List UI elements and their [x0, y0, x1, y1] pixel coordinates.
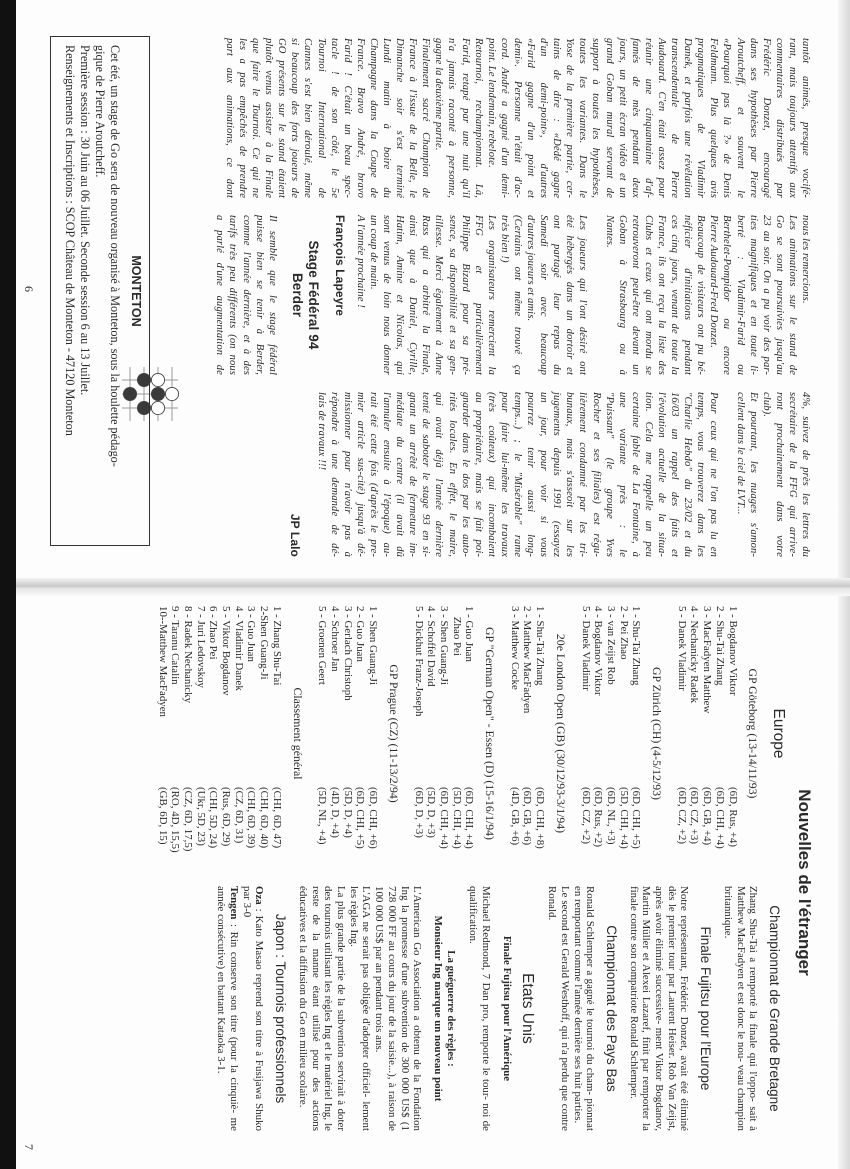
text-line: n'a jamais raconté à personne, [446, 38, 458, 198]
player-info: (CZ, 6D, 31) [232, 787, 245, 844]
text-line: Yose de la première partie, cer- [564, 38, 576, 198]
stage-title-line: Berder [289, 272, 305, 318]
text-line: gnant un arrêté de fermeture im- [407, 392, 419, 557]
player-name: 9 - Taranu Catalin [169, 606, 182, 685]
player-info: (GB, 6D, 15) [156, 787, 169, 845]
text-line: Retournoi, rechampionnat. Là, [472, 38, 484, 198]
result-row [169, 606, 182, 861]
monteton-line: Première session : 30 Juin au 06 Juillet. Seconde session 6 au 13 Juillet. [78, 45, 92, 396]
paragraph [215, 886, 240, 1131]
text-line: jugements depuis 1991 (essayez [551, 392, 563, 557]
text-line: France, ils ont reçu la liste des [655, 215, 667, 375]
monteton-title: MONTETON [129, 255, 143, 327]
text-line: FFG et particulièrement [472, 215, 484, 375]
text-line: nous les remercions. [800, 215, 811, 304]
result-row [700, 606, 713, 861]
text-line: Samedi soir avec beaucoup [538, 215, 550, 375]
text-line: Clubs et ceux qui ont mordu se [642, 215, 654, 375]
player-name: 4 - Schroer Jan [329, 606, 342, 672]
text-line: Hatim, Amine et Nicolas, qui [394, 215, 406, 375]
text-line: part aux animations, ce dont [223, 38, 235, 198]
player-name: 1 - Bogdanov Viktor [726, 606, 739, 696]
result-row [630, 606, 643, 861]
article-column-2 [213, 215, 812, 375]
tournament-title: GP "German Open" - Essen (D) (15-16/1/94) [483, 627, 498, 840]
text-line: pour faire lui-même les travaux [498, 392, 510, 557]
text-line: Audouard. C'en était assez pour [655, 38, 667, 198]
label: Oza [253, 886, 266, 905]
text-line: très bien !) [498, 215, 510, 263]
result-row [316, 606, 329, 861]
stage-title-line: Stage Fédéral 94 [305, 240, 321, 350]
text-line: Rass qui a arbitré la Finale, [420, 215, 432, 375]
player-name: 3 - Shen Guang-Ji [437, 606, 450, 685]
text-line: Aroutcheff, et souvent le [734, 38, 746, 198]
text-line: ont partagé leur repas du [551, 215, 563, 375]
section-title: Championnat de Grande Bretagne [767, 905, 782, 1112]
text-line: Il semble que le stage fédéral [266, 215, 278, 375]
text-line: qui avait déjà l'année dernière [433, 392, 445, 557]
player-name: 3 - MacFadyen Matthew [701, 606, 714, 714]
text-line: 4%, suivez de près les lettres du [800, 392, 811, 557]
section-title: Japon : Tournois professionnels [273, 913, 289, 1104]
text-line: ainsi que à Daniel, Cyrille, [407, 215, 419, 375]
player-info: (5D, D, +3) [425, 787, 438, 838]
player-info: (6D, CHI, +8) [534, 787, 547, 849]
result-row [181, 606, 194, 861]
stage-title [289, 215, 321, 375]
text-line: réunir une cinquantaine d'af- [642, 38, 654, 198]
text-line: France. Bravo André, bravo [354, 38, 366, 198]
text: : Rin conserve son titre (pour la cinquiè- me année consécutive) en battant Kataoka 3-1. [215, 886, 241, 1131]
player-info: (5D, D, +4) [341, 787, 354, 838]
player-name: 1 - Shu-Tai Zhang [630, 606, 643, 686]
monteton-box [50, 36, 150, 546]
text-line: Farid, retapé par une nuit qu'il [459, 38, 471, 198]
text-line: Nantes. [603, 215, 615, 248]
player-info: (6D, GB, +4) [701, 787, 714, 846]
player-name: 6 - Zhao Pei [207, 606, 220, 660]
player-info: (4D, GB, +6) [508, 787, 521, 846]
text-line: puisse bien se tenir à Berder, [253, 215, 265, 375]
result-row [604, 606, 617, 861]
text-line: rités locales. En effet, le maire, [446, 392, 458, 557]
text-line: (Certains ont même trouvé ça [512, 215, 524, 375]
result-row [156, 606, 169, 861]
tournament-title: Classement général [290, 687, 305, 780]
player-info: (6D, CHI, +6) [367, 787, 380, 849]
player-info: (5D, CHI, +4) [617, 787, 630, 849]
player-name: 2 - Pei Zhao [617, 606, 630, 660]
player-info: (6D, D, +3) [412, 787, 425, 838]
text-line: Tournoi International de [315, 38, 327, 198]
text-line: Goban à Strasbourg ou à [616, 215, 628, 375]
text-line: tion. Cela me rappelle un peu [642, 392, 654, 557]
text-line: club). [760, 392, 772, 418]
section-title: Monsieur Ing marque un nouveau point [431, 915, 444, 1102]
text-line: ces cinq jours, venant de toute la [669, 215, 681, 375]
player-info: (5D, CHI, +4) [450, 787, 463, 849]
text-line: missionner pour n'avoir pas à [341, 392, 353, 557]
text-line: "Charlie Hebdo" du 23/02 et du [682, 392, 694, 557]
result-row [592, 606, 605, 861]
text-line: répondre à une demande de dé- [328, 392, 340, 557]
us-heading: Etats Unis [519, 973, 537, 1044]
text-line [590, 215, 603, 375]
text-line: berté : Vladimir-Farid ou [734, 215, 746, 375]
author-signature: JP Lalo [287, 513, 302, 557]
player-name: 4 - Vladimir Danek [232, 606, 245, 691]
result-row [412, 606, 425, 861]
page-number: 6 [22, 286, 36, 292]
result-row [533, 606, 546, 861]
text-line: néficier d'initiations pendant [682, 215, 694, 375]
result-row [521, 606, 534, 861]
text-line: point. Le lendemain, rebelote. [485, 38, 497, 168]
result-row [508, 606, 521, 861]
text-line: Go se sont poursuivies jusqu'au [773, 215, 785, 375]
text-line: 23 au soir. On a pu voir des par- [760, 215, 772, 375]
player-info: (6D, CZ, +3) [688, 787, 701, 844]
text-line: lièrement condamné par les tri- [577, 392, 589, 557]
text-line: l'annuler ensuite à l'époque) au- [381, 392, 393, 557]
text-line: une variante près : le [616, 392, 628, 557]
text-line: sont venus de loin nous donner [381, 215, 393, 375]
paragraph: Ronald Schlemper a gagné le tournoi du cham- pionnat en remportant comme l'année dernière ses huit parties. [571, 886, 597, 1131]
paragraph: L'AGA ne serait pas obligée d'adopter officiel- lement les règles Ing. [347, 886, 373, 1131]
paragraph: Notre représentant, Frédéric Donzet, avait été éliminé dès le premier tour par Laurent Heiser. Rob Van Zeijst, après avoir éliminé successive- ment Viktor Bogdanov, Martin Müller et Alexei Lazaref, finit par remporter la finale contre son compatriote Ronald Schlemper. [627, 886, 691, 1131]
player-name: 4 - Bogdanov Viktor [592, 606, 605, 696]
player-name: 1 - Shu-Tai Zhang [534, 606, 547, 686]
black-stone [151, 387, 164, 400]
text-line: Farid ! C'était un beau spec- [341, 38, 353, 198]
text-line: toutes les variantes. Dans le [577, 38, 589, 198]
tournament-title: 20e London Open (GB) (30/12/93-3/1/94) [553, 633, 568, 834]
text-line: rant, mais toujours attentifs aux [786, 38, 798, 198]
result-row [688, 606, 701, 861]
text-line: (très coûteux) qui incombaient [485, 392, 497, 557]
text-line: Les joueurs qui l'ont désiré ont [577, 215, 589, 375]
text-line: France à l'issue de la Belle, le [407, 38, 419, 198]
player-info: (6D, CZ, +2) [675, 787, 688, 844]
player-info: (6D, CHI, +4) [713, 787, 726, 849]
text-line: Frédéric Donzet, encouragé [760, 38, 772, 198]
result-row [207, 606, 220, 861]
player-name: 3 - van Zeijst Rob [604, 606, 617, 685]
text-line: pragmatiques de Vladimir [695, 38, 707, 198]
text-line: été hébergés dans un dortoir et [564, 215, 576, 375]
text-line: Pierre Audouard-Fred Donzet. [708, 215, 720, 348]
player-name: 5 - Groenen Geert [316, 606, 329, 685]
text-line: support à toutes les hypothèses, [590, 38, 602, 198]
monteton-line: gique de Pierre Aroutcheff. [93, 45, 107, 178]
player-name: 5 - Dickhut Franz-Joseph [412, 606, 425, 717]
player-name: 2 - Shu-Tai Zhang [713, 606, 726, 686]
text-line: certaine fable de La Fontaine, à [629, 392, 641, 557]
paragraph: Michael Redmond, 7 Dan pro, remporte le tour- noi de qualification. [467, 886, 493, 1131]
player-name: 8 - Radek Nechanicky [181, 606, 194, 704]
section-title: Championnat des Pays Bas [603, 925, 619, 1092]
result-row [713, 606, 726, 861]
player-name: Zhao Pei [450, 606, 463, 656]
result-row [579, 606, 592, 861]
text-line: lais de travaux !!! [315, 392, 327, 471]
text-line: d'autres joueurs et amis. [525, 215, 537, 322]
text-line: Danek, et parfois une révélation [682, 38, 694, 198]
text-line: d'un demi-point», d'autres [538, 38, 550, 198]
result-row [675, 606, 688, 861]
text-line: A l'année prochaine ! [354, 215, 366, 308]
tournament-title: GP Zürich (CH) (4-5/12/93) [650, 667, 665, 800]
player-info: (CHI, 6D, 39) [245, 787, 258, 849]
paragraph: Le second est Gerald Westhoff, qui n'a perdu que contre Ronald. [546, 886, 571, 1131]
text-line: rait été cette fois (d'après le pre- [368, 392, 379, 557]
text-line: cellent dans le ciel de LVT... [734, 392, 746, 515]
player-name: 3 - Guo Juan [245, 606, 258, 662]
text-line: Les animations sur le stand de [786, 215, 798, 375]
player-name: 5 - Viktor Bogdanov [220, 606, 233, 696]
monteton-line: Renseignements et Inscriptions : SCOP Château de Monteton - 47120 Monteton [63, 45, 77, 436]
result-row [219, 606, 232, 861]
player-info: (6D, CHI, +5) [354, 787, 367, 849]
text-line: mier article sus-cité) jusqu'à dé- [354, 392, 366, 557]
europe-heading: Europe [770, 708, 787, 759]
text-line: un coup de main. [368, 215, 379, 290]
text-line: a parlé d'une augmentation de [214, 215, 226, 375]
author-signature: François Lapeyre [332, 215, 347, 316]
player-name: 3 - Gerlach Christoph [341, 606, 354, 701]
result-row [425, 606, 438, 861]
text-line: Feldmann. Plus quelques avis [708, 38, 720, 198]
text: : Kato Masao reprend son titre à Fusijawa Shuko par 3-0 [240, 886, 266, 1131]
page-number: 7 [22, 1144, 36, 1150]
page-title: Nouvelles de l'étranger [795, 789, 814, 976]
news-column [215, 886, 780, 1131]
label: Tengen [228, 886, 241, 920]
text-line: dans ses hypothèses par Pierre [747, 38, 759, 198]
text-line: au propriétaire, mais se fait poi- [472, 392, 484, 557]
text-line: cord. André a gagné d'un demi- [498, 38, 510, 198]
text-line: retrouveront peut-être devant un [629, 215, 641, 375]
player-name: 7 - Juri Ledovskoy [194, 606, 207, 688]
player-info: (6D, Rus, +2) [592, 787, 605, 847]
result-row [232, 606, 245, 861]
text-line: pourrez tenir aussi long- [525, 392, 537, 557]
white-stone [151, 373, 164, 386]
text-line: sence, sa disponibilité et sa gen- [446, 215, 458, 375]
text-line: Philippe Bizard pour sa pré- [459, 215, 471, 375]
player-info: (6D, CHI, +5) [630, 787, 643, 849]
text-line: commentaires distribués par [773, 38, 785, 198]
player-info: (RO, 4D, 15,5) [169, 787, 182, 853]
text-line: ront prochainement dans votre [773, 392, 785, 557]
player-info: (Ukr, 5D, 23) [194, 787, 207, 846]
player-info: (CHI, 6D, 40) [258, 787, 271, 849]
text-line: Pour ceux qui ne l'on pas lu en [708, 392, 720, 557]
text-line: tacle ! de son côté, le 5e [328, 38, 340, 198]
text-line: «Pourquoi pas là ?» de Denis [721, 38, 733, 198]
player-name: 1 - Zhang Shu-Tai [270, 606, 283, 686]
player-name: 5 - Danek Vladimir [579, 606, 592, 691]
article-column-3 [287, 392, 812, 557]
player-name: 10--Matthew MacFadyen [156, 606, 169, 717]
text-line: jours, un petit écran vidéo et un [616, 38, 628, 198]
text-line: «Farid gagne d'un point et [525, 38, 537, 198]
text-line: les a pas empêchés de prendre [236, 38, 248, 198]
paragraph: La plus grande partie de la subvention servirait à doter des tournois utilisant les règles Ing et le matériel Ing, le reste de la manne étant utilisé pour des actions éducatives et la diffusion du Go en milieu scolaire. [296, 886, 348, 1131]
paragraph: L'American Go Association a obtenu de la Fondation Ing la promesse d'une subvention de 300 000 US$ (1 728 000 FF au cours du jour de la saisie...), à raison de 100 000 US$ par an pendant trois ans. [373, 886, 424, 1131]
player-info: (6D, CZ, +2) [579, 787, 592, 844]
text-line: ties magnifiques et en toute li- [747, 215, 759, 375]
text-line [720, 392, 733, 557]
text-line: Beaucoup de visiteurs ont pu bé- [695, 215, 707, 375]
player-info: (6D, GB, +6) [521, 787, 534, 846]
text-line: Finalement sacré Champion de [420, 38, 432, 198]
text-line: tarifs très peu différents (on nous [227, 215, 239, 375]
text-line: médiate du centre (il avait dû [394, 392, 406, 557]
result-row [270, 606, 283, 861]
text-line: gnarder dans le dos par les auto- [459, 392, 471, 557]
paragraph: Zhang Shu-Tai a remporté la finale qui l'oppo- sait à Matthew MacFadyen et est donc le nou- veau champion britannique. [721, 886, 760, 1131]
player-info: (6D, CHI, +4) [463, 787, 476, 849]
result-row [194, 606, 207, 861]
player-info: (5D, NL, +4) [316, 787, 329, 845]
player-name: 3 - Matthew Cocke [508, 606, 521, 690]
section-title: Finale Fujitsu pour l'Amérique [500, 935, 513, 1082]
player-info: (4D, D, +4) [329, 787, 342, 838]
player-info: (CHI, 5D, 24) [207, 787, 220, 849]
text-line: demi». Personne n'était d'ac- [511, 38, 523, 198]
result-row [328, 606, 341, 861]
result-row [437, 606, 450, 861]
text-line: plutôt venus assister à la Finale [263, 38, 275, 198]
text-line: un jour, pour voir si vous [538, 392, 550, 557]
player-name: 2 - Guo Juan [354, 606, 367, 662]
text-line: Cannes s'est bien déroulé, même [302, 38, 314, 198]
player-info: (CZ, 6D, 17,5) [181, 787, 194, 852]
tournament-title: GP Prague (CZ) (11-13/2/94) [386, 664, 401, 803]
tournament-title: GP Göteborg (13-14/11/93) [746, 668, 761, 799]
text-line: comme l'année dernière, et à des [240, 215, 252, 375]
white-stone [151, 401, 164, 414]
text-line: l'évolution actuelle de la situa- [656, 392, 668, 557]
player-name: 5 - Danek Vladimir [675, 606, 688, 691]
player-info: (6D, NL, +3) [604, 787, 617, 845]
text-line: tantôt animés, presque vocifé- [800, 38, 811, 198]
player-info: (6D, CHI, +4) [437, 787, 450, 849]
player-info: (CHI, 6D, 47) [270, 787, 283, 849]
text-line: si beaucoup des forts joueurs de [289, 38, 301, 198]
text-line: temps...) ; le "Misérable" rame [512, 392, 524, 557]
text-line: tains de dire : «Dédé gagne [551, 38, 563, 198]
result-row [726, 606, 739, 861]
results-column [156, 606, 787, 861]
text-line: "Puissant" (le groupe Yves [603, 392, 615, 557]
result-row [354, 606, 367, 861]
text-line: GO présents sur le stand étaient [276, 38, 288, 198]
player-name: 1 - Shen Guang-Ji [367, 606, 380, 685]
result-row [245, 606, 258, 861]
text-line: transcendentale de Pierre [669, 38, 681, 198]
text-line: bunaux, mais s'asseoit sur les [564, 392, 576, 557]
result-row [617, 606, 630, 861]
text-line: Dimanche soir s'est terminé [394, 38, 406, 198]
monteton-line: Cet été, un stage de Go sera de nouveau organisé à Monteton, sous la houlette pédago- [108, 45, 122, 467]
result-row [450, 606, 463, 861]
text-line: tenté de saboter le stage 93 en si- [420, 392, 432, 557]
section-title: La guéguerre des règles : [444, 950, 457, 1067]
player-info: (Rus, 6D, 29) [220, 787, 233, 847]
text-line: Les organisateurs remercient la [485, 215, 497, 375]
result-row [258, 606, 271, 861]
white-stone [165, 387, 178, 400]
text-line: Lundi matin à boire du [381, 38, 392, 198]
player-name: 2 - Matthew MacFadyen [521, 606, 534, 714]
article-column-1 [223, 38, 812, 198]
scan-edge-bottom [0, 0, 16, 1169]
text-line: 16/03 un rappel des faits et [669, 392, 681, 557]
player-name: 2-Shen Guang-Ji [258, 606, 271, 680]
text-line: Rocher et ses filiales) est régu- [590, 392, 602, 557]
text-line: que faire le Tournoi. Ce qui ne [250, 38, 262, 198]
page-7 [16, 596, 850, 1169]
player-info: (6D, Rus, +4) [726, 787, 739, 847]
text-line: gagne la deuxième partie. [433, 38, 445, 151]
player-name: 4 - Schoffel David [425, 606, 438, 687]
result-row [341, 606, 354, 861]
result-row [463, 606, 476, 861]
text-line: famés de mès pendant deux [629, 38, 641, 198]
text-line: secrétaire de la FFG qui arrive- [786, 392, 798, 557]
text-line: grand Goban mural servant de [603, 38, 615, 198]
paragraph [240, 886, 265, 1131]
text-line: Champagne dans la Coupe de [367, 38, 379, 198]
page-6 [16, 0, 850, 585]
text-line: tillesse. Merci également à Anne [433, 215, 445, 375]
player-name: 1 - Guo Juan [463, 606, 476, 662]
text-line: Berthelet-Pompidor ou encore [721, 215, 733, 375]
result-row [366, 606, 379, 861]
text-line: Et pourtant, les nuages s'amon- [747, 392, 759, 557]
section-title: Finale Fujitsu pour l'Europe [698, 926, 714, 1091]
text-line: temps, vous trouverez dans les [695, 392, 707, 557]
player-name: 4 - Nechanicky Radek [688, 606, 701, 704]
